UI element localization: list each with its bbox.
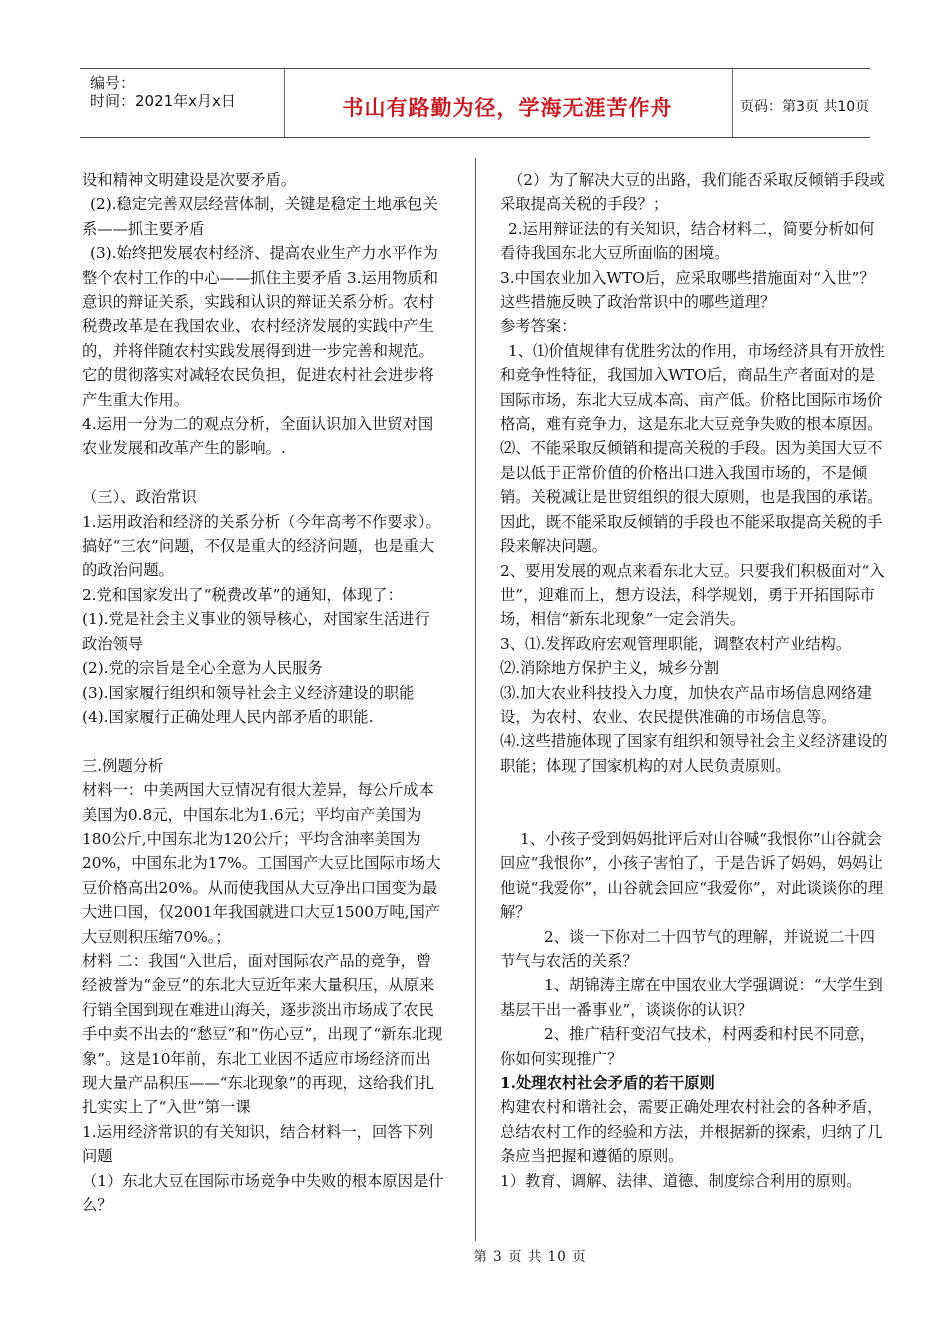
footer-page-number: 第 3 页 共 10 页 [473, 1249, 587, 1265]
right-column [500, 168, 888, 1193]
paragraph: ⑶.加大农业科技投入力度，加快农产品市场信息网络建设，为农村、农业、农民提供准确的市场信息等。 [500, 683, 872, 726]
left-column [82, 168, 444, 1217]
paragraph: (3).国家履行组织和领导社会主义经济建设的职能 [82, 683, 415, 702]
page-footer [0, 1245, 950, 1265]
paragraph [82, 729, 444, 753]
paragraph: 三.例题分析 [82, 756, 164, 775]
paragraph: (1).党是社会主义事业的领导核心，对国家生活进行政治领导 [82, 610, 430, 653]
paragraph: 2.运用辩证法的有关知识，结合材料二，简要分析如何看待我国东北大豆所面临的困境。 [500, 219, 875, 263]
paragraph: （1）东北大豆在国际市场竞争中失败的根本原因是什么？ [82, 1171, 444, 1215]
time-label: 时间：2021年x月x日 [90, 92, 236, 110]
paragraph: 材料 二：我国“入世后，面对国际农产品的竞争，曾经被誉为“金豆”的东北大豆近年来大量积压，从原来行销全国到现在难进山海关，逐步淡出市场成了农民手中卖不出去的“愁豆”和“伤心豆”，出现了“新东北现象”。这是10年前，东北工业因不适应市场经济而出现大量产品积压——“东北现象”的再现，这给我们扎扎实实上了“入世”第一课 [82, 951, 443, 1117]
paragraph: 1）教育、调解、法律、道德、制度综合利用的原则。 [500, 1171, 862, 1190]
paragraph: 构建农村和谐社会，需要正确处理农村社会的各种矛盾，总结农村工作的经验和方法，并根据新的探索，归纳了几条应当把握和遵循的原则。 [500, 1098, 883, 1166]
number-label: 编号： [90, 74, 136, 92]
header-divider-right [732, 69, 733, 137]
paragraph: （三）、政治常识 [82, 488, 197, 507]
paragraph: (2).稳定完善双层经营体制，关键是稳定土地承包关系——抓主要矛盾 [82, 195, 438, 238]
header-page-info: 页码：第3页 共10页 [740, 99, 870, 115]
paragraph: 1、胡锦涛主席在中国农业大学强调说：“大学生到基层干出一番事业”，谈谈你的认识？ [500, 976, 883, 1019]
paragraph: 1.运用政治和经济的关系分析（今年高考不作要求）。搞好“三农”问题，不仅是重大的经济问题，也是重大的政治问题。 [82, 512, 441, 580]
paragraph: ⑷.这些措施体现了国家有组织和领导社会主义经济建设的职能；体现了国家机构的对人民负责原则。 [500, 732, 888, 775]
paragraph: 2、要用发展的观点来看东北大豆。只要我们积极面对“入世”，迎难而上，想方设法，科学规划，勇于开拓国际市场，相信“新东北现象”一定会消失。 [500, 561, 885, 629]
paragraph: 1.运用经济常识的有关知识，结合材料一，回答下列问题 [82, 1122, 434, 1166]
paragraph: 4.运用一分为二的观点分析，全面认识加入世贸对国农业发展和改革产生的影响。. [82, 415, 434, 458]
paragraph [500, 778, 888, 802]
paragraph: 1、小孩子受到妈妈批评后对山谷喊“我恨你”山谷就会回应“我恨你”，小孩子害怕了，于是告诉了妈妈，妈妈让他说“我爱你”，山谷就会回应“我爱你”，对此谈谈你的理解？ [500, 829, 884, 922]
paragraph: 参考答案： [500, 317, 577, 336]
paragraph: 2.党和国家发出了“税费改革”的通知，体现了： [82, 585, 403, 604]
paragraph: (3).始终把发展农村经济、提高农业生产力水平作为整个农村工作的中心——抓住主要矛盾 3.运用物质和意识的辩证关系，实践和认识的辩证关系分析。农村税费改革是在我国农业、农村经济发展的实践中产生的，并将伴随农村实践发展得到进一步完善和规范。它的贯彻落实对减轻农民负担，促进农村社会进步将产生重大作用。 [82, 244, 438, 409]
paragraph: (4).国家履行正确处理人民内部矛盾的职能. [82, 707, 374, 726]
paragraph: 设和精神文明建设是次要矛盾。 [82, 171, 297, 189]
paragraph: 材料一：中美两国大豆情况有很大差异，每公斤成本美国为0.8元，中国东北为1.6元；平均亩产美国为180公斤,中国东北为120公斤；平均含油率美国为20%，中国东北为17%。工国国产大豆比国际市场大豆价格高出20%。从而使我国从大豆净出口国变为最大进口国，仅2001年我国就进口大豆1500万吨,国产大豆则积压缩70%。； [82, 781, 441, 946]
paragraph: 3.中国农业加入WTO后，应采取哪些措施面对“入世”？这些措施反映了政治常识中的哪些道理？ [500, 268, 875, 312]
column-divider [475, 158, 476, 1241]
paragraph: 2、谈一下你对二十四节气的理解，并说说二十四节气与农活的关系？ [500, 927, 875, 970]
paragraph [82, 461, 444, 485]
paragraph: 1.处理农村社会矛盾的若干原则 [500, 1074, 715, 1092]
paragraph: ⑵、不能采取反倾销和提高关税的手段。因为美国大豆不是以低于正常价值的价格出口进入我国市场的，不是倾销。关税减让是世贸组织的很大原则，也是我国的承诺。因此，既不能采取反倾销的手段也不能采取提高关税的手段来解决问题。 [500, 439, 883, 556]
paragraph: 2、推广秸秆变沼气技术，村两委和村民不同意，你如何实现推广？ [500, 1025, 875, 1068]
document-header [80, 68, 870, 138]
header-motto: 书山有路勤为径，学海无涯苦作舟 [342, 96, 673, 120]
paragraph: (2).党的宗旨是全心全意为人民服务 [82, 659, 323, 678]
paragraph: 1、⑴价值规律有优胜劣汰的作用，市场经济具有开放性和竞争性特征，我国加入WTO后，商品生产者面对的是国际市场，东北大豆成本高、亩产低。价格比国际市场价格高，难有竞争力，这是东北大豆竞争失败的根本原因。 [500, 341, 885, 434]
paragraph: 3、⑴.发挥政府宏观管理职能，调整农村产业结构。 [500, 634, 852, 653]
header-meta [80, 69, 284, 137]
paragraph [500, 803, 888, 827]
paragraph: ⑵.消除地方保护主义，城乡分割 [500, 659, 720, 678]
paragraph: （2）为了解决大豆的出路，我们能否采取反倾销手段或采取提高关税的手段？； [500, 171, 885, 214]
